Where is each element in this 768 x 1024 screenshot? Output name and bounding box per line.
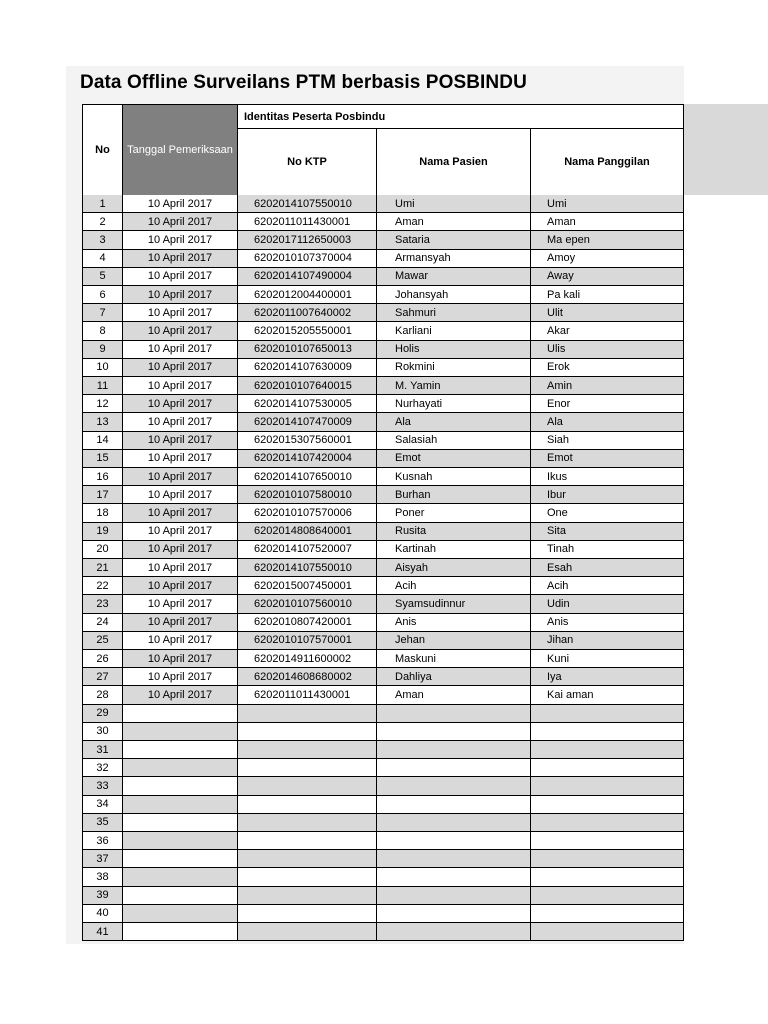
table-row xyxy=(82,504,684,522)
cell-nama-pasien: Karliani xyxy=(377,322,531,340)
cell-tanggal: 10 April 2017 xyxy=(123,250,238,268)
cell-no-ktp: 6202015205550001 xyxy=(238,322,377,340)
cell-tanggal: 10 April 2017 xyxy=(123,304,238,322)
cell-nama-panggilan xyxy=(531,759,684,777)
cell-nama-pasien: Burhan xyxy=(377,486,531,504)
cell-no-ktp: 6202010107640015 xyxy=(238,377,377,395)
table-row xyxy=(82,268,684,286)
table-row xyxy=(82,705,684,723)
cell-no-ktp: 6202014107550010 xyxy=(238,195,377,213)
cell-nama-pasien xyxy=(377,705,531,723)
cell-nama-pasien: Anis xyxy=(377,614,531,632)
cell-nama-pasien: Emot xyxy=(377,450,531,468)
table-row xyxy=(82,286,684,304)
row-number: 38 xyxy=(82,868,123,886)
cell-no-ktp: 6202014107630009 xyxy=(238,359,377,377)
cell-no-ktp xyxy=(238,850,377,868)
table-row xyxy=(82,759,684,777)
cell-nama-panggilan: Ulit xyxy=(531,304,684,322)
cell-nama-pasien xyxy=(377,796,531,814)
cell-nama-panggilan xyxy=(531,705,684,723)
table-row xyxy=(82,304,684,322)
table-row xyxy=(82,577,684,595)
side-panel xyxy=(684,104,768,195)
cell-no-ktp xyxy=(238,887,377,905)
cell-no-ktp: 6202010107650013 xyxy=(238,341,377,359)
row-number: 9 xyxy=(82,341,123,359)
cell-nama-panggilan: Udin xyxy=(531,595,684,613)
table-row xyxy=(82,559,684,577)
table-row xyxy=(82,668,684,686)
cell-tanggal: 10 April 2017 xyxy=(123,614,238,632)
table-row xyxy=(82,632,684,650)
row-number: 24 xyxy=(82,614,123,632)
row-number: 4 xyxy=(82,250,123,268)
cell-nama-panggilan: Tinah xyxy=(531,541,684,559)
cell-nama-pasien xyxy=(377,741,531,759)
cell-tanggal: 10 April 2017 xyxy=(123,577,238,595)
row-number: 5 xyxy=(82,268,123,286)
row-number: 30 xyxy=(82,723,123,741)
cell-no-ktp xyxy=(238,814,377,832)
row-number: 18 xyxy=(82,504,123,522)
cell-nama-panggilan: Iya xyxy=(531,668,684,686)
cell-nama-panggilan: Pa kali xyxy=(531,286,684,304)
header-tanggal: Tanggal Pemeriksaan xyxy=(122,104,238,196)
cell-no-ktp: 6202011007640002 xyxy=(238,304,377,322)
cell-tanggal: 10 April 2017 xyxy=(123,450,238,468)
cell-no-ktp: 6202015007450001 xyxy=(238,577,377,595)
cell-nama-panggilan xyxy=(531,723,684,741)
row-number: 26 xyxy=(82,650,123,668)
cell-tanggal xyxy=(123,814,238,832)
cell-nama-pasien: Kartinah xyxy=(377,541,531,559)
table-row xyxy=(82,468,684,486)
row-number: 31 xyxy=(82,741,123,759)
table-row xyxy=(82,850,684,868)
cell-nama-pasien: Sataria xyxy=(377,231,531,249)
cell-tanggal xyxy=(123,796,238,814)
row-number: 20 xyxy=(82,541,123,559)
cell-no-ktp xyxy=(238,741,377,759)
cell-nama-panggilan: Ulis xyxy=(531,341,684,359)
row-number: 6 xyxy=(82,286,123,304)
cell-no-ktp: 6202011011430001 xyxy=(238,686,377,704)
row-number: 23 xyxy=(82,595,123,613)
cell-nama-pasien: Kusnah xyxy=(377,468,531,486)
cell-nama-panggilan: Kuni xyxy=(531,650,684,668)
row-number: 37 xyxy=(82,850,123,868)
cell-tanggal: 10 April 2017 xyxy=(123,213,238,231)
row-number: 15 xyxy=(82,450,123,468)
cell-nama-panggilan xyxy=(531,814,684,832)
table-row xyxy=(82,814,684,832)
cell-no-ktp: 6202014107490004 xyxy=(238,268,377,286)
table-row xyxy=(82,450,684,468)
row-number: 36 xyxy=(82,832,123,850)
cell-nama-panggilan: Esah xyxy=(531,559,684,577)
cell-no-ktp: 6202010107370004 xyxy=(238,250,377,268)
cell-tanggal: 10 April 2017 xyxy=(123,341,238,359)
cell-nama-panggilan xyxy=(531,905,684,923)
row-number: 21 xyxy=(82,559,123,577)
row-number: 1 xyxy=(82,195,123,213)
header-identitas-group: Identitas Peserta Posbindu xyxy=(237,104,684,129)
cell-tanggal: 10 April 2017 xyxy=(123,632,238,650)
cell-nama-panggilan xyxy=(531,850,684,868)
cell-nama-panggilan: Erok xyxy=(531,359,684,377)
row-number: 12 xyxy=(82,395,123,413)
cell-nama-pasien: Poner xyxy=(377,504,531,522)
table-row xyxy=(82,486,684,504)
cell-tanggal xyxy=(123,923,238,941)
cell-nama-pasien: Jehan xyxy=(377,632,531,650)
cell-nama-panggilan: Amin xyxy=(531,377,684,395)
cell-nama-pasien: Umi xyxy=(377,195,531,213)
row-number: 17 xyxy=(82,486,123,504)
cell-nama-panggilan: Anis xyxy=(531,614,684,632)
cell-no-ktp: 6202014107520007 xyxy=(238,541,377,559)
table-row xyxy=(82,341,684,359)
cell-nama-pasien: Armansyah xyxy=(377,250,531,268)
row-number: 35 xyxy=(82,814,123,832)
row-number: 11 xyxy=(82,377,123,395)
cell-nama-panggilan xyxy=(531,796,684,814)
cell-no-ktp xyxy=(238,705,377,723)
header-nama-panggilan: Nama Panggilan xyxy=(530,128,684,196)
row-number: 7 xyxy=(82,304,123,322)
cell-nama-panggilan xyxy=(531,887,684,905)
row-number: 32 xyxy=(82,759,123,777)
cell-no-ktp xyxy=(238,777,377,795)
cell-no-ktp: 6202010107580010 xyxy=(238,486,377,504)
cell-no-ktp: 6202014608680002 xyxy=(238,668,377,686)
cell-nama-panggilan: Emot xyxy=(531,450,684,468)
cell-tanggal: 10 April 2017 xyxy=(123,432,238,450)
cell-nama-pasien xyxy=(377,887,531,905)
cell-nama-pasien: M. Yamin xyxy=(377,377,531,395)
cell-tanggal: 10 April 2017 xyxy=(123,486,238,504)
table-row xyxy=(82,796,684,814)
cell-tanggal: 10 April 2017 xyxy=(123,559,238,577)
cell-no-ktp: 6202010107570001 xyxy=(238,632,377,650)
table-row xyxy=(82,359,684,377)
cell-no-ktp xyxy=(238,923,377,941)
cell-nama-pasien: Acih xyxy=(377,577,531,595)
cell-no-ktp: 6202014107420004 xyxy=(238,450,377,468)
cell-tanggal: 10 April 2017 xyxy=(123,541,238,559)
cell-nama-pasien: Dahliya xyxy=(377,668,531,686)
cell-nama-panggilan: Amoy xyxy=(531,250,684,268)
cell-tanggal: 10 April 2017 xyxy=(123,686,238,704)
cell-nama-pasien xyxy=(377,777,531,795)
table-row xyxy=(82,322,684,340)
cell-no-ktp xyxy=(238,905,377,923)
cell-nama-panggilan: Kai aman xyxy=(531,686,684,704)
cell-nama-panggilan xyxy=(531,777,684,795)
cell-tanggal: 10 April 2017 xyxy=(123,322,238,340)
cell-nama-pasien xyxy=(377,759,531,777)
table-row xyxy=(82,887,684,905)
row-number: 41 xyxy=(82,923,123,941)
cell-nama-panggilan: Siah xyxy=(531,432,684,450)
cell-nama-pasien xyxy=(377,850,531,868)
cell-tanggal xyxy=(123,777,238,795)
cell-nama-panggilan: Umi xyxy=(531,195,684,213)
cell-nama-pasien: Johansyah xyxy=(377,286,531,304)
cell-nama-pasien: Aisyah xyxy=(377,559,531,577)
cell-no-ktp: 6202014107530005 xyxy=(238,395,377,413)
cell-tanggal: 10 April 2017 xyxy=(123,195,238,213)
table-row xyxy=(82,595,684,613)
table-row xyxy=(82,541,684,559)
cell-no-ktp xyxy=(238,723,377,741)
table-row xyxy=(82,686,684,704)
table-row xyxy=(82,614,684,632)
cell-tanggal xyxy=(123,705,238,723)
table-row xyxy=(82,231,684,249)
cell-nama-pasien: Holis xyxy=(377,341,531,359)
page-title: Data Offline Surveilans PTM berbasis POSBINDU xyxy=(80,72,527,93)
cell-no-ktp: 6202015307560001 xyxy=(238,432,377,450)
cell-nama-pasien xyxy=(377,832,531,850)
table-row xyxy=(82,523,684,541)
cell-tanggal xyxy=(123,850,238,868)
cell-no-ktp xyxy=(238,796,377,814)
cell-nama-pasien xyxy=(377,905,531,923)
row-number: 40 xyxy=(82,905,123,923)
table-row xyxy=(82,377,684,395)
row-number: 25 xyxy=(82,632,123,650)
cell-nama-pasien xyxy=(377,868,531,886)
row-number: 27 xyxy=(82,668,123,686)
header-no-ktp: No KTP xyxy=(237,128,377,196)
cell-tanggal: 10 April 2017 xyxy=(123,523,238,541)
table-row xyxy=(82,213,684,231)
table-row xyxy=(82,650,684,668)
cell-no-ktp: 6202014911600002 xyxy=(238,650,377,668)
cell-nama-panggilan: One xyxy=(531,504,684,522)
cell-nama-panggilan: Sita xyxy=(531,523,684,541)
cell-nama-panggilan xyxy=(531,923,684,941)
cell-no-ktp: 6202014808640001 xyxy=(238,523,377,541)
cell-nama-panggilan: Ala xyxy=(531,413,684,431)
cell-nama-pasien: Maskuni xyxy=(377,650,531,668)
table-row xyxy=(82,832,684,850)
table-row xyxy=(82,413,684,431)
cell-nama-panggilan xyxy=(531,832,684,850)
table-row xyxy=(82,868,684,886)
cell-nama-panggilan: Away xyxy=(531,268,684,286)
cell-tanggal: 10 April 2017 xyxy=(123,468,238,486)
cell-tanggal xyxy=(123,905,238,923)
row-number: 33 xyxy=(82,777,123,795)
table-row xyxy=(82,923,684,941)
cell-nama-pasien: Salasiah xyxy=(377,432,531,450)
cell-tanggal xyxy=(123,868,238,886)
row-number: 13 xyxy=(82,413,123,431)
cell-tanggal: 10 April 2017 xyxy=(123,395,238,413)
cell-nama-panggilan: Acih xyxy=(531,577,684,595)
cell-tanggal: 10 April 2017 xyxy=(123,231,238,249)
cell-no-ktp: 6202014107470009 xyxy=(238,413,377,431)
table-row xyxy=(82,741,684,759)
cell-no-ktp xyxy=(238,832,377,850)
cell-no-ktp: 6202010107560010 xyxy=(238,595,377,613)
cell-tanggal: 10 April 2017 xyxy=(123,504,238,522)
row-number: 16 xyxy=(82,468,123,486)
cell-no-ktp xyxy=(238,868,377,886)
cell-nama-panggilan: Jihan xyxy=(531,632,684,650)
cell-tanggal: 10 April 2017 xyxy=(123,359,238,377)
cell-tanggal xyxy=(123,832,238,850)
cell-nama-panggilan: Ibur xyxy=(531,486,684,504)
row-number: 29 xyxy=(82,705,123,723)
header-no: No xyxy=(82,104,123,196)
cell-nama-pasien: Mawar xyxy=(377,268,531,286)
cell-tanggal: 10 April 2017 xyxy=(123,595,238,613)
row-number: 2 xyxy=(82,213,123,231)
cell-tanggal: 10 April 2017 xyxy=(123,268,238,286)
cell-tanggal xyxy=(123,759,238,777)
cell-nama-pasien: Aman xyxy=(377,213,531,231)
cell-no-ktp: 6202014107650010 xyxy=(238,468,377,486)
table-row xyxy=(82,432,684,450)
cell-no-ktp xyxy=(238,759,377,777)
cell-tanggal xyxy=(123,741,238,759)
row-number: 28 xyxy=(82,686,123,704)
cell-tanggal: 10 April 2017 xyxy=(123,668,238,686)
row-number: 39 xyxy=(82,887,123,905)
cell-nama-panggilan: Aman xyxy=(531,213,684,231)
cell-nama-panggilan xyxy=(531,741,684,759)
table-row xyxy=(82,395,684,413)
row-number: 10 xyxy=(82,359,123,377)
cell-nama-pasien: Nurhayati xyxy=(377,395,531,413)
cell-nama-panggilan xyxy=(531,868,684,886)
cell-nama-pasien xyxy=(377,723,531,741)
cell-no-ktp: 6202014107550010 xyxy=(238,559,377,577)
row-number: 8 xyxy=(82,322,123,340)
row-number: 34 xyxy=(82,796,123,814)
header-nama-pasien: Nama Pasien xyxy=(376,128,531,196)
cell-tanggal: 10 April 2017 xyxy=(123,650,238,668)
cell-nama-pasien: Ala xyxy=(377,413,531,431)
cell-tanggal xyxy=(123,887,238,905)
cell-no-ktp: 6202011011430001 xyxy=(238,213,377,231)
cell-nama-pasien: Syamsudinnur xyxy=(377,595,531,613)
cell-nama-pasien: Rusita xyxy=(377,523,531,541)
cell-nama-pasien xyxy=(377,814,531,832)
cell-nama-panggilan: Enor xyxy=(531,395,684,413)
cell-tanggal: 10 April 2017 xyxy=(123,286,238,304)
cell-tanggal: 10 April 2017 xyxy=(123,377,238,395)
cell-no-ktp: 6202012004400001 xyxy=(238,286,377,304)
cell-no-ktp: 6202010807420001 xyxy=(238,614,377,632)
cell-nama-pasien: Aman xyxy=(377,686,531,704)
cell-nama-pasien xyxy=(377,923,531,941)
cell-no-ktp: 6202017112650003 xyxy=(238,231,377,249)
table-row xyxy=(82,250,684,268)
cell-nama-pasien: Rokmini xyxy=(377,359,531,377)
row-number: 14 xyxy=(82,432,123,450)
row-number: 19 xyxy=(82,523,123,541)
cell-no-ktp: 6202010107570006 xyxy=(238,504,377,522)
row-number: 22 xyxy=(82,577,123,595)
cell-tanggal xyxy=(123,723,238,741)
cell-nama-panggilan: Ma epen xyxy=(531,231,684,249)
table-row xyxy=(82,723,684,741)
row-number: 3 xyxy=(82,231,123,249)
table-row xyxy=(82,905,684,923)
cell-nama-panggilan: Ikus xyxy=(531,468,684,486)
table-row xyxy=(82,195,684,213)
table-row xyxy=(82,777,684,795)
cell-tanggal: 10 April 2017 xyxy=(123,413,238,431)
cell-nama-panggilan: Akar xyxy=(531,322,684,340)
cell-nama-pasien: Sahmuri xyxy=(377,304,531,322)
